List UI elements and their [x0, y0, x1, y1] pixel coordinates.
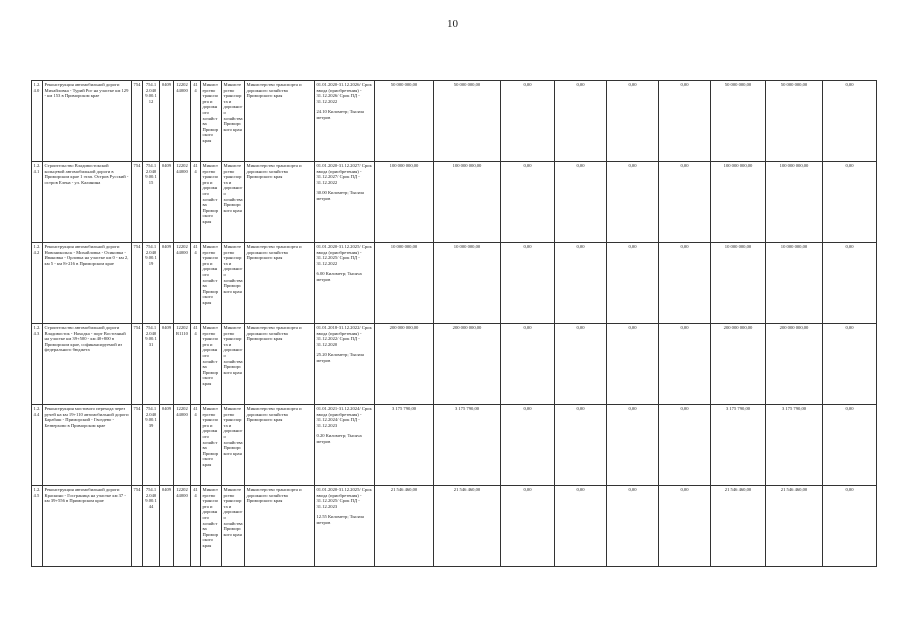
- expense-type-code: 414: [191, 162, 201, 243]
- capacity: 25.20 Километр; Тысяча метров: [316, 352, 364, 363]
- table-row: [32, 486, 877, 567]
- amount-year-total: 3 175 790,00: [711, 405, 766, 486]
- capacity: 24.10 Километр; Тысяча метров: [316, 109, 364, 120]
- row-index: 1.2.4.2: [32, 243, 43, 324]
- budget-recipient: Министерство транспорта и дорожного хозяйства Приморского края: [222, 162, 245, 243]
- amount-local: 0,00: [555, 324, 607, 405]
- responsible-body: Министерство транспорта и дорожного хозяйства Приморского края: [201, 243, 222, 324]
- expense-type-code: 414: [191, 243, 201, 324]
- terms-and-capacity: [315, 324, 375, 405]
- section-code: 754.1 2.040 9.00.1 39: [143, 405, 160, 486]
- expense-type-code: 414: [191, 405, 201, 486]
- amount-year-federal: 0,00: [823, 405, 877, 486]
- amount-other: 0,00: [607, 324, 659, 405]
- amount-federal: 0,00: [501, 243, 555, 324]
- construction-terms: 01.01.2018-31.12.2022/ Срок ввода (приобретения) - 31.12.2022/ Срок ПД - 31.12.2020: [316, 325, 372, 347]
- amount-regional: 200 000 000,00: [434, 324, 501, 405]
- amount-total: 50 000 000,00: [375, 81, 434, 162]
- amount-year-federal: 0,00: [823, 81, 877, 162]
- amount-local: 0,00: [555, 243, 607, 324]
- target-article-code: 12202 44000: [174, 243, 191, 324]
- customer: Министерство транспорта и дорожного хозяйства Приморского края: [245, 405, 315, 486]
- amount-total: 10 000 000,00: [375, 243, 434, 324]
- terms-and-capacity: [315, 162, 375, 243]
- amount-regional: 100 000 000,00: [434, 162, 501, 243]
- terms-and-capacity: [315, 243, 375, 324]
- row-index: 1.2.4.3: [32, 324, 43, 405]
- grbs-code: 754: [132, 243, 143, 324]
- amount-reserve: 0,00: [659, 81, 711, 162]
- amount-local: 0,00: [555, 81, 607, 162]
- budget-recipient: Министерство транспорта и дорожного хозяйства Приморского края: [222, 486, 245, 567]
- customer: Министерство транспорта и дорожного хозяйства Приморского края: [245, 81, 315, 162]
- amount-year-total: 200 000 000,00: [711, 324, 766, 405]
- target-article-code: 12202 R1110: [174, 324, 191, 405]
- subsection-code: 0409: [160, 243, 174, 324]
- amount-reserve: 0,00: [659, 486, 711, 567]
- table-row: [32, 405, 877, 486]
- amount-local: 0,00: [555, 405, 607, 486]
- expense-type-code: 414: [191, 486, 201, 567]
- customer: Министерство транспорта и дорожного хозяйства Приморского края: [245, 324, 315, 405]
- amount-other: 0,00: [607, 162, 659, 243]
- amount-regional: 10 000 000,00: [434, 243, 501, 324]
- terms-and-capacity: [315, 486, 375, 567]
- row-index: 1.2.4.5: [32, 486, 43, 567]
- construction-terms: 01.01.2020-31.12.2027/ Срок ввода (приобретения) - 31.12.2027/ Срок ПД - 31.12.2022: [316, 163, 372, 185]
- subsection-code: 0409: [160, 162, 174, 243]
- customer: Министерство транспорта и дорожного хозяйства Приморского края: [245, 486, 315, 567]
- grbs-code: 754: [132, 162, 143, 243]
- amount-reserve: 0,00: [659, 324, 711, 405]
- expense-type-code: 414: [191, 324, 201, 405]
- amount-federal: 0,00: [501, 486, 555, 567]
- amount-regional: 21 546 460,00: [434, 486, 501, 567]
- amount-year-regional: 50 000 000,00: [766, 81, 823, 162]
- capacity: 12.55 Километр; Тысяча метров: [316, 514, 364, 525]
- object-name: Реконструкция автомобильной дороги Михайловка - Турий Рог на участке км 129 - км 153 в Приморском крае: [43, 81, 132, 162]
- amount-local: 0,00: [555, 162, 607, 243]
- amount-other: 0,00: [607, 405, 659, 486]
- budget-recipient: Министерство транспорта и дорожного хозяйства Приморского края: [222, 405, 245, 486]
- responsible-body: Министерство транспорта и дорожного хозяйства Приморского края: [201, 324, 222, 405]
- customer: Министерство транспорта и дорожного хозяйства Приморского края: [245, 162, 315, 243]
- amount-year-federal: 0,00: [823, 243, 877, 324]
- amount-year-regional: 200 000 000,00: [766, 324, 823, 405]
- amount-year-regional: 3 175 790,00: [766, 405, 823, 486]
- amount-total: 200 000 000,00: [375, 324, 434, 405]
- budget-recipient: Министерство транспорта и дорожного хозяйства Приморского края: [222, 324, 245, 405]
- target-article-code: 12202 44000: [174, 486, 191, 567]
- capacity: 30.00 Километр; Тысяча метров: [316, 190, 364, 201]
- amount-total: 100 000 000,00: [375, 162, 434, 243]
- responsible-body: Министерство транспорта и дорожного хозяйства Приморского края: [201, 162, 222, 243]
- amount-year-federal: 0,00: [823, 486, 877, 567]
- amount-year-regional: 100 000 000,00: [766, 162, 823, 243]
- page-number: 10: [447, 18, 458, 30]
- responsible-body: Министерство транспорта и дорожного хозяйства Приморского края: [201, 405, 222, 486]
- amount-year-regional: 10 000 000,00: [766, 243, 823, 324]
- capacity: 6.00 Километр; Тысяча метров: [316, 271, 362, 282]
- grbs-code: 754: [132, 324, 143, 405]
- object-name: Строительство Владивостокской кольцевой автомобильной дороги в Приморском крае 1 этап. Остров Русский - остров Елена - ул. Калинина: [43, 162, 132, 243]
- terms-and-capacity: [315, 405, 375, 486]
- object-name: Реконструкция автомобильной дороги Краскино - Госграница на участке км 37 - км 39+556 в Приморском крае: [43, 486, 132, 567]
- grbs-code: 754: [132, 405, 143, 486]
- amount-federal: 0,00: [501, 324, 555, 405]
- budget-recipient: Министерство транспорта и дорожного хозяйства Приморского края: [222, 243, 245, 324]
- amount-year-total: 21 546 460,00: [711, 486, 766, 567]
- capacity: 0.20 Километр; Тысяча метров: [316, 433, 362, 444]
- amount-regional: 3 175 790,00: [434, 405, 501, 486]
- amount-federal: 0,00: [501, 405, 555, 486]
- subsection-code: 0409: [160, 81, 174, 162]
- amount-regional: 50 000 000,00: [434, 81, 501, 162]
- amount-other: 0,00: [607, 486, 659, 567]
- subsection-code: 0409: [160, 405, 174, 486]
- row-index: 1.2.4.1: [32, 162, 43, 243]
- expense-type-code: 414: [191, 81, 201, 162]
- object-name: Реконструкция мостового перехода через ручей на км 19+110 автомобильной дороги Барабаш - Приморский - Гвоздево - Безверхово в Приморском крае: [43, 405, 132, 486]
- section-code: 754.1 2.040 9.00.1 12: [143, 81, 160, 162]
- target-article-code: 12202 44000: [174, 81, 191, 162]
- responsible-body: Министерство транспорта и дорожного хозяйства Приморского края: [201, 81, 222, 162]
- terms-and-capacity: [315, 81, 375, 162]
- amount-reserve: 0,00: [659, 162, 711, 243]
- amount-other: 0,00: [607, 81, 659, 162]
- section-code: 754.1 2.040 9.00.1 31: [143, 324, 160, 405]
- amount-reserve: 0,00: [659, 405, 711, 486]
- table-row: [32, 81, 877, 162]
- section-code: 754.1 2.040 9.00.1 15: [143, 162, 160, 243]
- construction-terms: 01.01.2020-31.12.2026/ Срок ввода (приобретения) - 31.12.2026/ Срок ПД - 31.12.2022: [316, 82, 372, 104]
- grbs-code: 754: [132, 81, 143, 162]
- amount-reserve: 0,00: [659, 243, 711, 324]
- object-name: Реконструкция автомобильной дороги Новоникольск - Михайловка - Осиновка - Ивановка - Орловка на участке км 0 - км 2, км 5 - км 8+216 в Приморском крае: [43, 243, 132, 324]
- amount-other: 0,00: [607, 243, 659, 324]
- amount-year-federal: 0,00: [823, 324, 877, 405]
- amount-total: 21 546 460,00: [375, 486, 434, 567]
- amount-total: 3 175 790,00: [375, 405, 434, 486]
- amount-federal: 0,00: [501, 81, 555, 162]
- amount-year-total: 10 000 000,00: [711, 243, 766, 324]
- target-article-code: 12202 44000: [174, 162, 191, 243]
- subsection-code: 0409: [160, 324, 174, 405]
- amount-year-total: 100 000 000,00: [711, 162, 766, 243]
- target-article-code: 12202 44000: [174, 405, 191, 486]
- customer: Министерство транспорта и дорожного хозяйства Приморского края: [245, 243, 315, 324]
- amount-year-total: 50 000 000,00: [711, 81, 766, 162]
- amount-local: 0,00: [555, 486, 607, 567]
- object-name: Строительство автомобильной дороги Владивосток - Находка - порт Восточный на участке км 39+500 - км 40+800 в Приморском крае, софинансируемой из федерального бюджета: [43, 324, 132, 405]
- section-code: 754.1 2.040 9.00.1 19: [143, 243, 160, 324]
- row-index: 1.2.4.0: [32, 81, 43, 162]
- construction-terms: 01.01.2020-31.12.2025/ Срок ввода (приобретения) - 31.12.2025/ Срок ПД - 31.12.2023: [316, 487, 372, 509]
- budget-table: [31, 80, 877, 567]
- table-row: [32, 324, 877, 405]
- grbs-code: 754: [132, 486, 143, 567]
- amount-year-regional: 21 546 460,00: [766, 486, 823, 567]
- budget-recipient: Министерство транспорта и дорожного хозяйства Приморского края: [222, 81, 245, 162]
- subsection-code: 0409: [160, 486, 174, 567]
- construction-terms: 01.01.2020-31.12.2025/ Срок ввода (приобретения) - 31.12.2025/ Срок ПД - 31.12.2022: [316, 244, 372, 266]
- construction-terms: 01.01.2021-31.12.2024/ Срок ввода (приобретения) - 31.12.2024/ Срок ПД - 31.12.2023: [316, 406, 372, 428]
- responsible-body: Министерство транспорта и дорожного хозяйства Приморского края: [201, 486, 222, 567]
- row-index: 1.2.4.4: [32, 405, 43, 486]
- amount-federal: 0,00: [501, 162, 555, 243]
- section-code: 754.1 2.040 9.00.1 44: [143, 486, 160, 567]
- table-row: [32, 243, 877, 324]
- table-row: [32, 162, 877, 243]
- amount-year-federal: 0,00: [823, 162, 877, 243]
